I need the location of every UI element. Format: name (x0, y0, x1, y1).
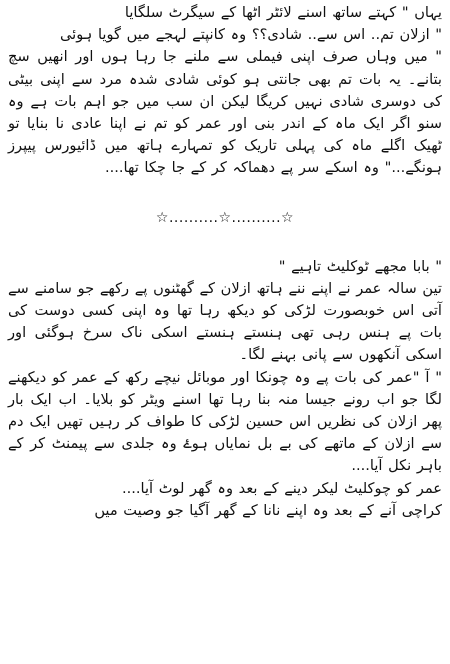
paragraph: " ازلان تم.. اس سے.. شادی؟؟ وہ کانپتے لہجے میں گویا ہوئی (60, 26, 442, 44)
section-separator: ☆..........☆..........☆ (155, 209, 295, 226)
story-text-top (8, 2, 442, 180)
paragraph: " بابا مجھے ٹوکلیٹ تاہیے " (278, 257, 442, 275)
paragraph: کراچی آنے کے بعد وہ اپنے نانا کے گھر آگیا جو وصیت میں (94, 501, 442, 519)
paragraph: تین سالہ عمر نے اپنے ننے ہاتھ ازلان کے گھٹنوں پے رکھے جو سامنے سے آتی اس خوبصورت لڑکی کو دیکھ رہا تھا وہ اپنی کسی دوست کی بات پے ہنس رہی تھی ہنستے ہنستے اسکی ناک سرخ ہوگئی اور اسکی آنکھوں سے پانی بہنے لگا۔ (8, 279, 442, 364)
paragraph: " آ "عمر کی بات پے وہ چونکا اور موبائل نیچے رکھ کے عمر کو دیکھنے لگا جو اب رونے جیسا منہ بنا رہا تھا اسنے ویٹر کو بلایا۔ اب ایک بار پھر ازلان کی نظریں اس حسین لڑکی کا طواف کر رہیں تھیں ایک دم سے ازلان کے ماتھے کی بے بل نمایاں ہوۓ وہ جلدی سے پیمنٹ کر کے باہر نکل آیا.... (8, 368, 442, 475)
paragraph: عمر کو چوکلیٹ لیکر دینے کے بعد وہ گھر لوٹ آیا.... (121, 479, 442, 497)
paragraph: یہاں " کہتے ساتھ اسنے لائٹر اٹھا کے سیگرٹ سلگایا (124, 4, 442, 21)
paragraph: " میں وہاں صرف اپنی فیملی سے ملنے جا رہا ہوں اور انھیں سچ بتانے۔ یہ بات تم بھی جانتی ہو کوئی شادی شدہ مرد سے اپنی بیٹی کی دوسری شادی نہیں کریگا لیکن ان سب میں جو اہم بات ہے وہ سنو اگر ایک ماہ کے اندر بنی اور عمر کو تم نے اپنا عادی نا بنایا تو ٹھیک اگلے ماہ کی پہلی تاریک کو تمہارے ہاتھ میں ڈائیورس پیپرز ہونگے..." وہ اسکے سر پے دھماکہ کر کے جا چکا تھا.... (8, 48, 442, 177)
story-text-bottom (8, 256, 442, 522)
